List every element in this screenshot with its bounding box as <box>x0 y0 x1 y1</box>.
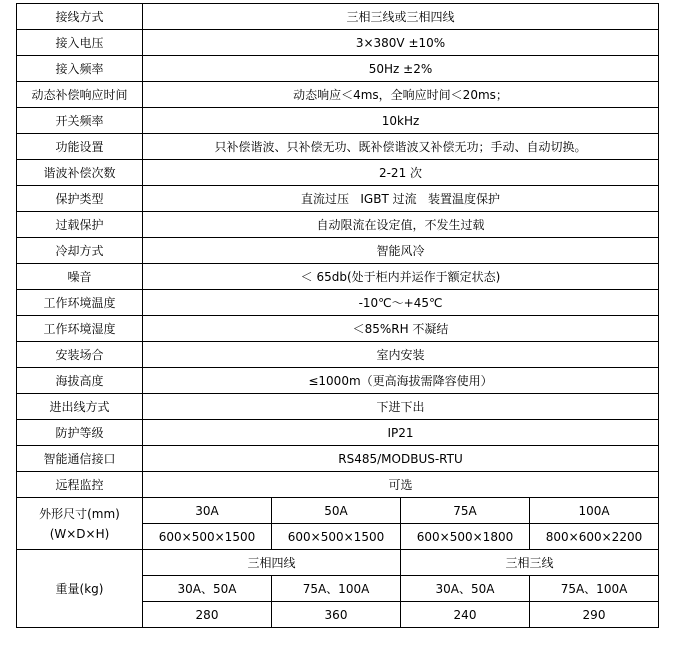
weight-value: 290 <box>530 602 659 628</box>
row-label: 保护类型 <box>17 186 143 212</box>
table-row <box>17 420 659 446</box>
dimension-rating: 100A <box>530 498 659 524</box>
row-value: 可选 <box>143 472 659 498</box>
table-row <box>17 108 659 134</box>
table-row <box>17 134 659 160</box>
table-row <box>17 56 659 82</box>
weight-value: 360 <box>272 602 401 628</box>
table-row <box>17 30 659 56</box>
row-label: 谐波补偿次数 <box>17 160 143 186</box>
table-row <box>17 342 659 368</box>
row-label: 防护等级 <box>17 420 143 446</box>
weight-group-row <box>17 550 659 576</box>
dimensions-rating-row <box>17 498 659 524</box>
row-label: 开关频率 <box>17 108 143 134</box>
table-row <box>17 446 659 472</box>
table-row <box>17 212 659 238</box>
row-value: 动态响应＜4ms，全响应时间＜20ms； <box>143 82 659 108</box>
table-row <box>17 368 659 394</box>
row-label: 海拔高度 <box>17 368 143 394</box>
row-label: 接线方式 <box>17 4 143 30</box>
dimension-rating: 75A <box>401 498 530 524</box>
row-value: 下进下出 <box>143 394 659 420</box>
weight-rating: 75A、100A <box>272 576 401 602</box>
row-value: ＜85%RH 不凝结 <box>143 316 659 342</box>
weight-label: 重量(kg) <box>17 550 143 628</box>
table-row <box>17 186 659 212</box>
row-value: 10kHz <box>143 108 659 134</box>
row-value: ≤1000m（更高海拔需降容使用） <box>143 368 659 394</box>
dimension-rating: 30A <box>143 498 272 524</box>
table-row <box>17 160 659 186</box>
dimensions-label <box>17 498 143 550</box>
table-row <box>17 394 659 420</box>
dimensions-label-unit: 外形尺寸(mm) <box>39 506 120 521</box>
row-label: 噪音 <box>17 264 143 290</box>
row-label: 进出线方式 <box>17 394 143 420</box>
dimensions-label-axes: (W×D×H) <box>49 526 110 541</box>
row-value: -10℃～+45℃ <box>143 290 659 316</box>
row-value: RS485/MODBUS-RTU <box>143 446 659 472</box>
table-row <box>17 82 659 108</box>
table-row <box>17 264 659 290</box>
table-row <box>17 4 659 30</box>
row-value: 50Hz ±2% <box>143 56 659 82</box>
spec-table <box>16 3 659 628</box>
weight-value: 280 <box>143 602 272 628</box>
weight-rating: 30A、50A <box>401 576 530 602</box>
table-row <box>17 472 659 498</box>
dimension-rating: 50A <box>272 498 401 524</box>
table-row <box>17 316 659 342</box>
weight-group: 三相四线 <box>143 550 401 576</box>
weight-value: 240 <box>401 602 530 628</box>
row-label: 接入频率 <box>17 56 143 82</box>
weight-rating: 30A、50A <box>143 576 272 602</box>
row-label: 接入电压 <box>17 30 143 56</box>
row-value: 自动限流在设定值，不发生过载 <box>143 212 659 238</box>
dimension-size: 600×500×1500 <box>143 524 272 550</box>
row-value: 只补偿谐波、只补偿无功、既补偿谐波又补偿无功；手动、自动切换。 <box>143 134 659 160</box>
dimension-size: 600×500×1800 <box>401 524 530 550</box>
row-label: 功能设置 <box>17 134 143 160</box>
table-row <box>17 290 659 316</box>
row-value: 智能风冷 <box>143 238 659 264</box>
weight-rating: 75A、100A <box>530 576 659 602</box>
row-value: 3×380V ±10% <box>143 30 659 56</box>
row-value: 直流过压 IGBT 过流 装置温度保护 <box>143 186 659 212</box>
row-label: 智能通信接口 <box>17 446 143 472</box>
row-value: 2-21 次 <box>143 160 659 186</box>
row-label: 工作环境湿度 <box>17 316 143 342</box>
row-value: 室内安装 <box>143 342 659 368</box>
row-value: 三相三线或三相四线 <box>143 4 659 30</box>
row-value: IP21 <box>143 420 659 446</box>
dimension-size: 600×500×1500 <box>272 524 401 550</box>
row-label: 工作环境温度 <box>17 290 143 316</box>
row-label: 动态补偿响应时间 <box>17 82 143 108</box>
row-label: 冷却方式 <box>17 238 143 264</box>
dimension-size: 800×600×2200 <box>530 524 659 550</box>
table-row <box>17 238 659 264</box>
row-label: 安装场合 <box>17 342 143 368</box>
row-label: 过载保护 <box>17 212 143 238</box>
weight-group: 三相三线 <box>401 550 659 576</box>
row-label: 远程监控 <box>17 472 143 498</box>
row-value: ＜ 65db(处于柜内并运作于额定状态) <box>143 264 659 290</box>
